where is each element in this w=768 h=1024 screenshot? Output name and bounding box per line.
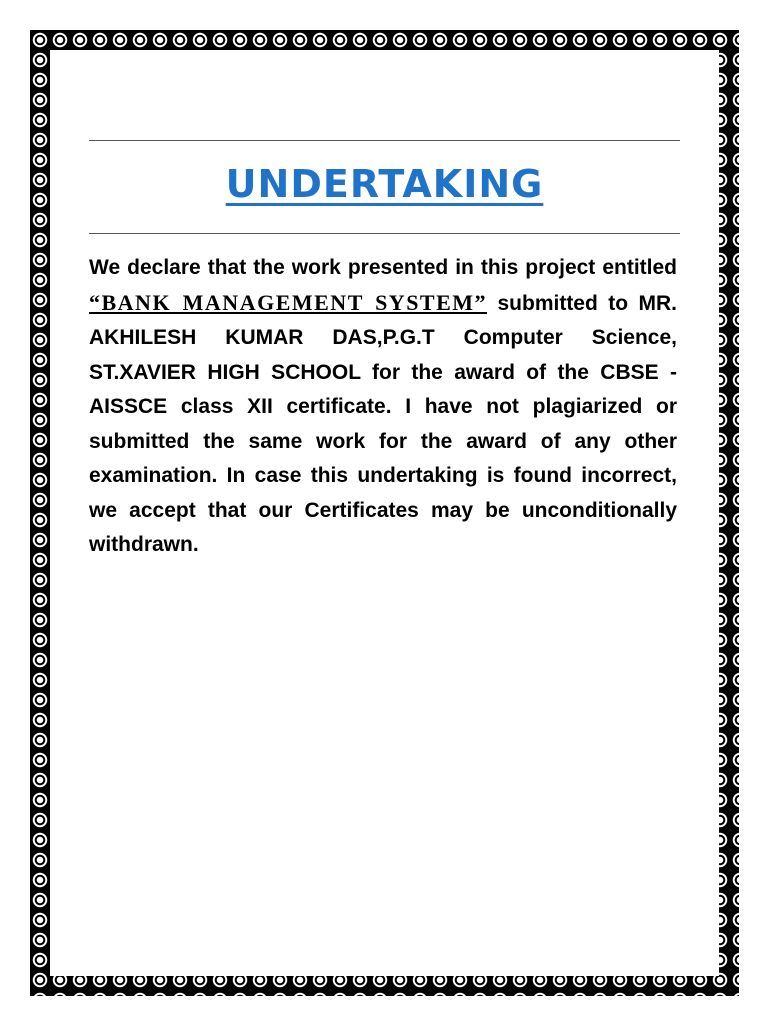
top-divider-line (89, 140, 680, 141)
undertaking-statement (89, 251, 677, 563)
page-heading: UNDERTAKING (225, 162, 544, 206)
project-title: “BANK MANAGEMENT SYSTEM” (89, 289, 488, 315)
statement-rest: submitted to MR. AKHILESH KUMAR DAS,P.G.T Computer Science, ST.XAVIER HIGH SCHOOL for the award of the CBSE - AISSCE class XII certificate. I have not plagiarized or submitted the same work for the award of any other examination. In case this undertaking is found incorrect, we accept that our Certificates may be unconditionally withdrawn. (89, 291, 677, 556)
statement-intro: We declare that the work presented in this project entitled (89, 256, 677, 279)
bottom-divider-line (89, 233, 680, 234)
